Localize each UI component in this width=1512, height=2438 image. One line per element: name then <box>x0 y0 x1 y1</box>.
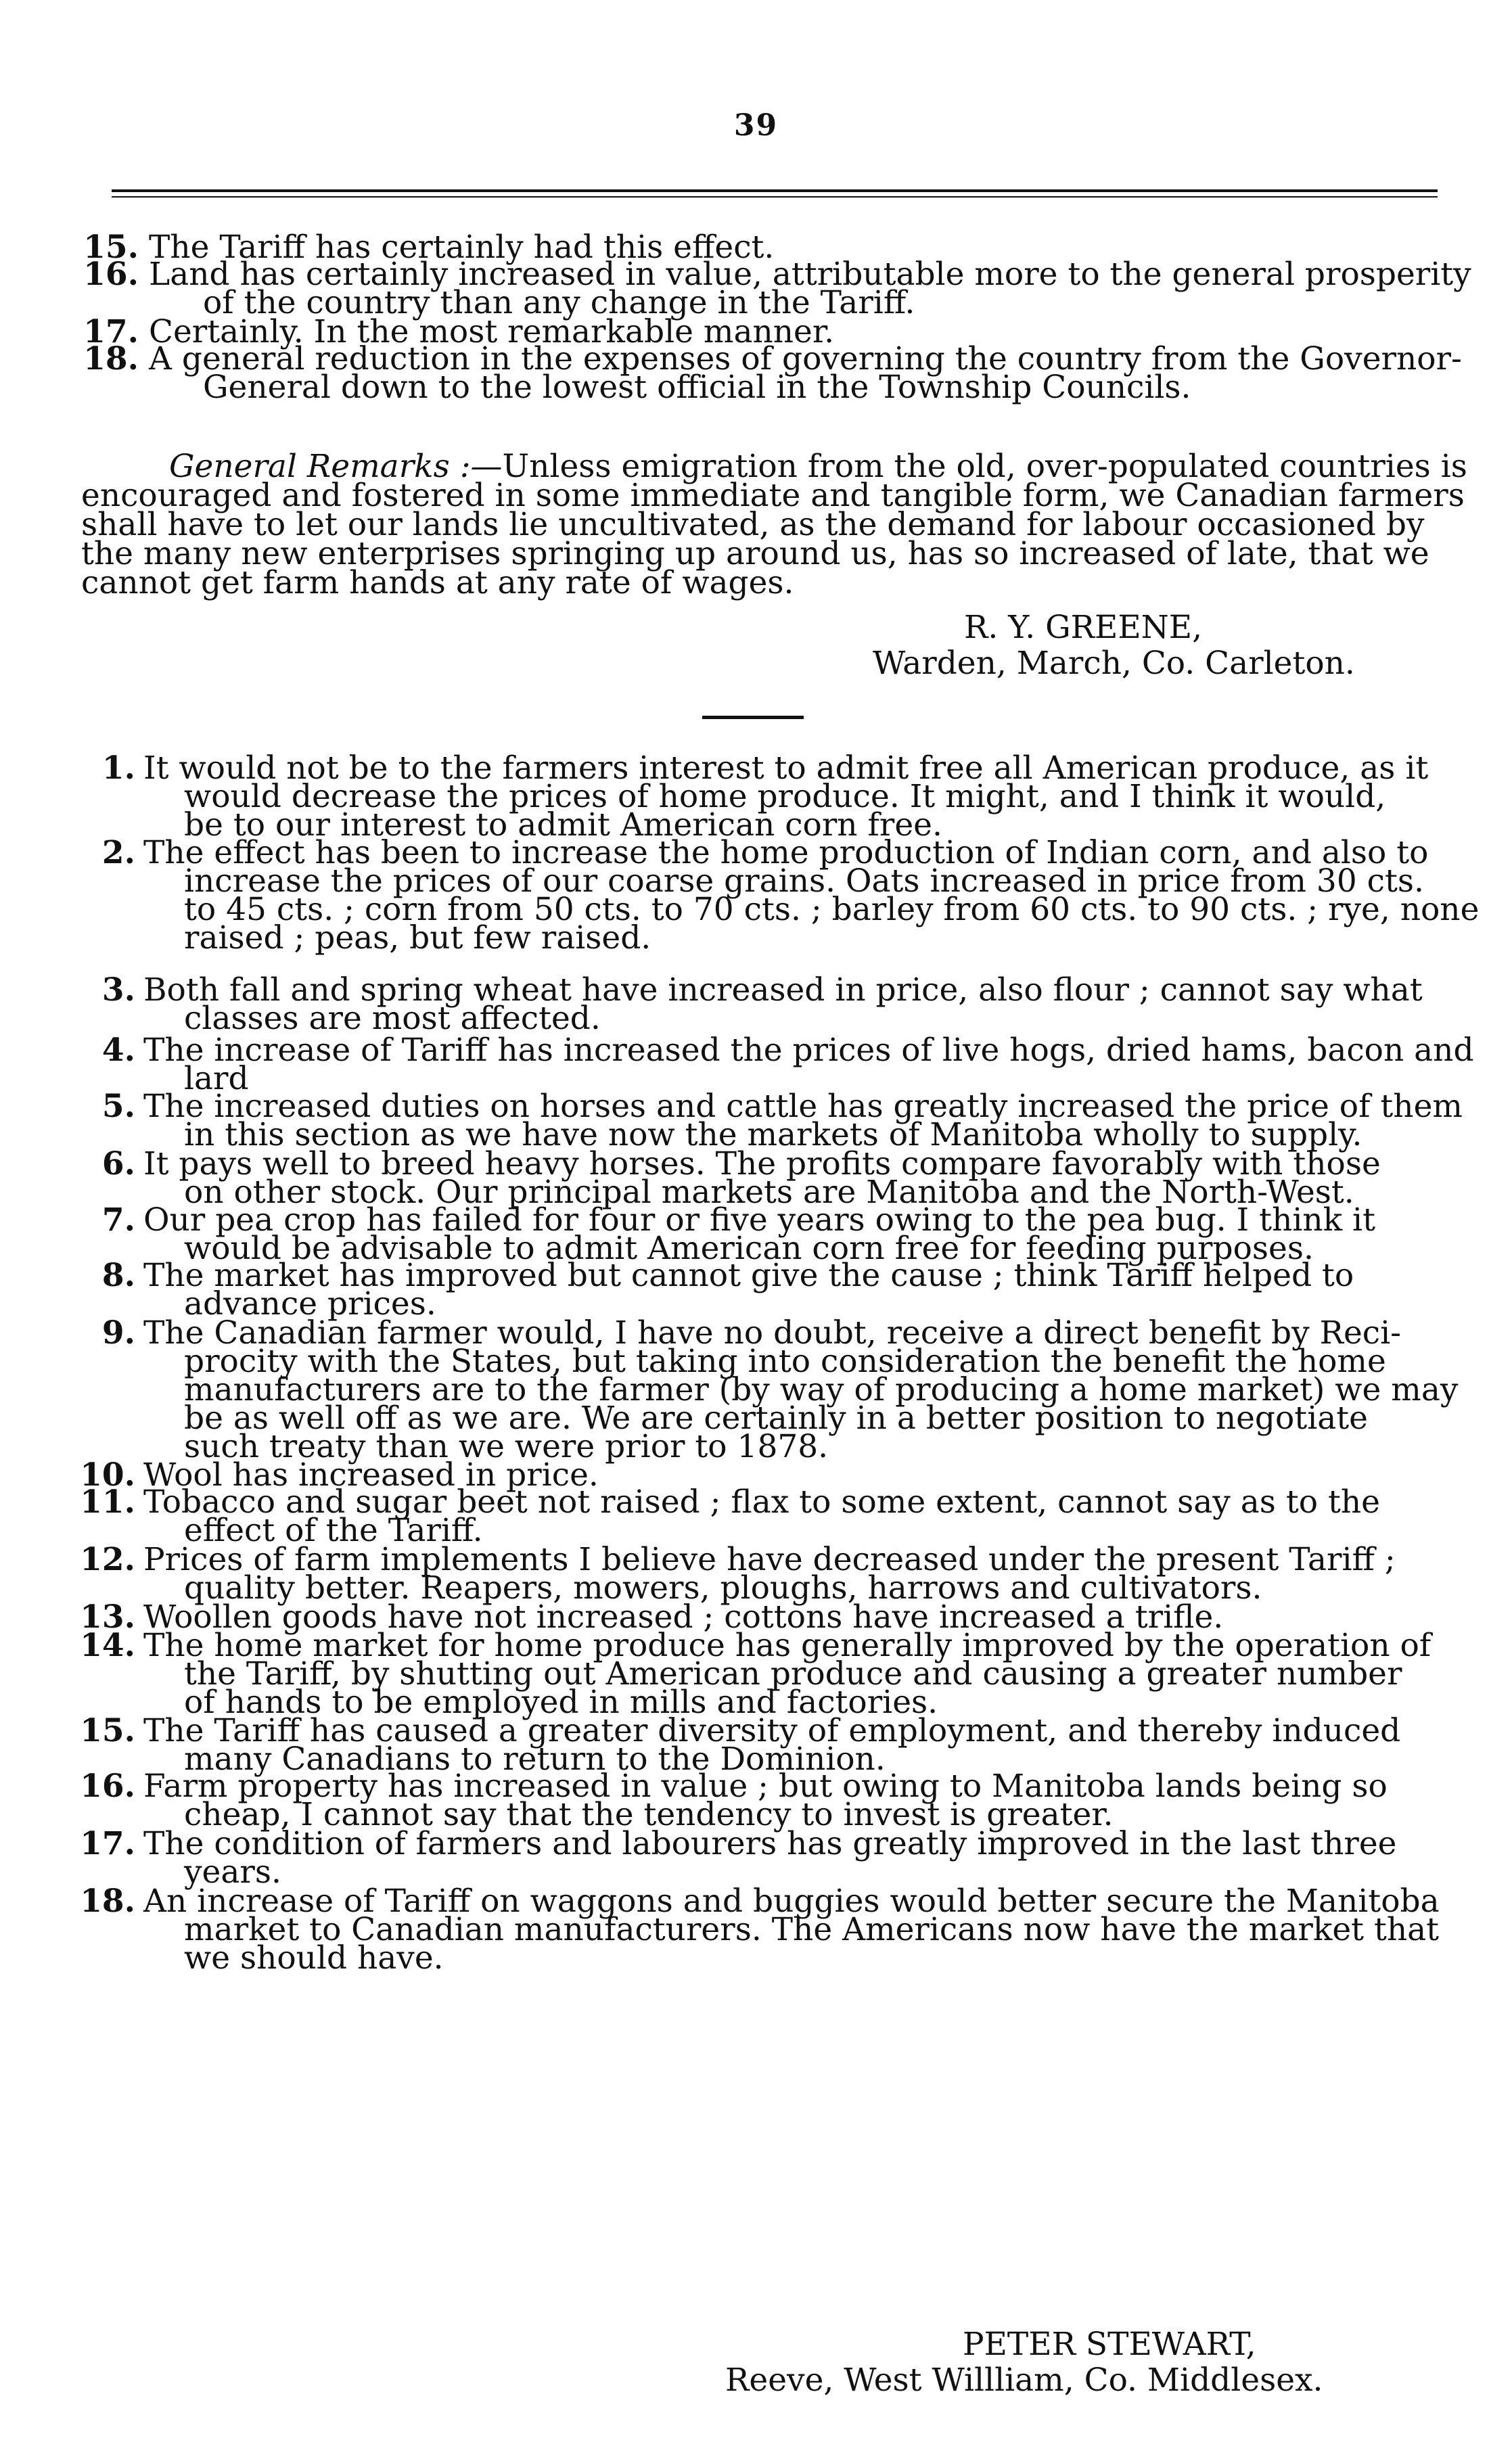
item-number: 6. <box>101 1145 135 1182</box>
item-number: 15. <box>80 1712 135 1749</box>
item-text-line: General down to the lowest official in the Township Councils. <box>203 369 1191 406</box>
item-text-line: increase the prices of our coarse grains. Oats increased in price from 30 cts. <box>184 862 1424 900</box>
remarks-line: cannot get farm hands at any rate of wages. <box>81 564 794 601</box>
item-number: 8. <box>101 1257 135 1294</box>
item-text-line: classes are most affected. <box>184 1000 601 1037</box>
remarks-line: the many new enterprises springing up around us, has so increased of late, that we <box>81 535 1429 572</box>
signature-name: PETER STEWART, <box>963 2326 1256 2363</box>
item-text-line: years. <box>184 1854 281 1891</box>
item-number: 5. <box>101 1088 135 1125</box>
page-number: 39 <box>733 108 779 143</box>
section-separator <box>702 716 804 719</box>
item-text-line: would decrease the prices of home produce. It might, and I think it would, <box>184 778 1386 815</box>
top-rule <box>112 189 1438 192</box>
item-text-line: be as well off as we are. We are certainly in a better position to negotiate <box>184 1400 1368 1437</box>
item-text-line: Woollen goods have not increased ; cottons have increased a trifle. <box>143 1598 1224 1636</box>
item-number: 4. <box>101 1032 135 1069</box>
item-number: 16. <box>80 1768 135 1805</box>
item-text-line: The Tariff has certainly had this effect. <box>149 229 775 266</box>
item-text-line: many Canadians to return to the Dominion. <box>184 1741 886 1778</box>
item-text-line: Certainly. In the most remarkable manner. <box>149 313 835 350</box>
general-remarks-label: General Remarks :— <box>169 448 503 485</box>
item-text-line: such treaty than we were prior to 1878. <box>184 1428 829 1465</box>
item-text-line: quality better. Reapers, mowers, ploughs, harrows and cultivators. <box>184 1569 1262 1607</box>
item-text-line: raised ; peas, but few raised. <box>184 919 651 957</box>
item-text-line: Farm property has increased in value ; but owing to Manitoba lands being so <box>143 1768 1388 1805</box>
item-text-line: The home market for home produce has generally improved by the operation of <box>143 1627 1431 1664</box>
item-text-line: Both fall and spring wheat have increased in price, also flour ; cannot say what <box>143 971 1423 1009</box>
item-number: 17. <box>83 313 139 350</box>
item-text-line: of the country than any change in the Tariff. <box>203 284 915 321</box>
item-text-line: The market has improved but cannot give the cause ; think Tariff helped to <box>143 1257 1354 1294</box>
item-text-line: Tobacco and sugar beet not raised ; flax to some extent, cannot say as to the <box>143 1484 1380 1521</box>
item-text-line: A general reduction in the expenses of governing the country from the Governor- <box>149 340 1462 377</box>
item-text-line: cheap, I cannot say that the tendency to invest is greater. <box>184 1796 1114 1833</box>
item-number: 7. <box>101 1201 135 1239</box>
signature-title: Warden, March, Co. Carleton. <box>873 645 1355 682</box>
item-number: 18. <box>83 340 139 377</box>
item-text-line: would be advisable to admit American corn free for feeding purposes. <box>184 1230 1314 1267</box>
item-number: 9. <box>101 1314 135 1352</box>
item-number: 13. <box>80 1598 135 1636</box>
item-text-line: procity with the States, but taking into consideration the benefit the home <box>184 1343 1386 1380</box>
item-number: 2. <box>101 834 135 871</box>
item-text-line: to 45 cts. ; corn from 50 cts. to 70 cts. ; barley from 60 cts. to 90 cts. ; rye, none <box>184 891 1480 928</box>
item-number: 10. <box>80 1456 135 1494</box>
item-text-line: lard <box>184 1060 249 1097</box>
item-text-line: Wool has increased in price. <box>143 1456 599 1494</box>
item-text-line: in this section as we have now the markets of Manitoba wholly to supply. <box>184 1116 1362 1153</box>
item-text-line: The Canadian farmer would, I have no doubt, receive a direct benefit by Reci- <box>143 1314 1402 1352</box>
item-text-line: we should have. <box>184 1939 444 1977</box>
item-text-line: The Tariff has caused a greater diversity of employment, and thereby induced <box>143 1712 1401 1749</box>
item-number: 14. <box>80 1627 135 1664</box>
item-text-line: be to our interest to admit American corn free. <box>184 806 942 844</box>
item-text-line: advance prices. <box>184 1285 436 1322</box>
top-rule-thin <box>112 196 1438 198</box>
remarks-line: Unless emigration from the old, over-populated countries is <box>502 448 1467 485</box>
signature-title: Reeve, West Willliam, Co. Middlesex. <box>725 2362 1323 2399</box>
item-text-line: The effect has been to increase the home production of Indian corn, and also to <box>143 834 1429 871</box>
item-text-line: Prices of farm implements I believe have decreased under the present Tariff ; <box>143 1541 1396 1578</box>
item-text-line: effect of the Tariff. <box>184 1512 483 1549</box>
item-text-line: Land has certainly increased in value, attributable more to the general prosperity <box>149 256 1471 293</box>
item-text-line: market to Canadian manufacturers. The Americans now have the market that <box>184 1911 1440 1948</box>
item-number: 1. <box>101 750 135 787</box>
item-text-line: on other stock. Our principal markets are Manitoba and the North-West. <box>184 1174 1354 1211</box>
item-number: 16. <box>83 256 139 293</box>
item-number: 11. <box>80 1484 135 1521</box>
item-number: 17. <box>80 1825 135 1862</box>
item-text-line: the Tariff, by shutting out American produce and causing a greater number <box>184 1655 1402 1693</box>
remarks-line: encouraged and fostered in some immediate and tangible form, we Canadian farmers <box>81 477 1465 514</box>
item-number: 18. <box>80 1883 135 1920</box>
item-text-line: The increase of Tariff has increased the prices of live hogs, dried hams, bacon and <box>143 1032 1474 1069</box>
item-text-line: The increased duties on horses and cattle has greatly increased the price of them <box>143 1088 1463 1125</box>
item-number: 15. <box>83 229 139 266</box>
item-text-line: of hands to be employed in mills and factories. <box>184 1684 938 1721</box>
item-text-line: Our pea crop has failed for four or five years owing to the pea bug. I think it <box>143 1201 1375 1239</box>
item-number: 3. <box>101 971 135 1009</box>
item-text-line: It pays well to breed heavy horses. The profits compare favorably with those <box>143 1145 1381 1182</box>
item-text-line: The condition of farmers and labourers has greatly improved in the last three <box>143 1825 1397 1862</box>
signature-name: R. Y. GREENE, <box>964 609 1203 646</box>
item-text-line: manufacturers are to the farmer (by way of producing a home market) we may <box>184 1371 1459 1408</box>
remarks-line: shall have to let our lands lie uncultivated, as the demand for labour occasioned by <box>81 506 1425 543</box>
item-text-line: It would not be to the farmers interest to admit free all American produce, as it <box>143 750 1429 787</box>
item-number: 12. <box>80 1541 135 1578</box>
item-text-line: An increase of Tariff on waggons and buggies would better secure the Manitoba <box>143 1883 1440 1920</box>
